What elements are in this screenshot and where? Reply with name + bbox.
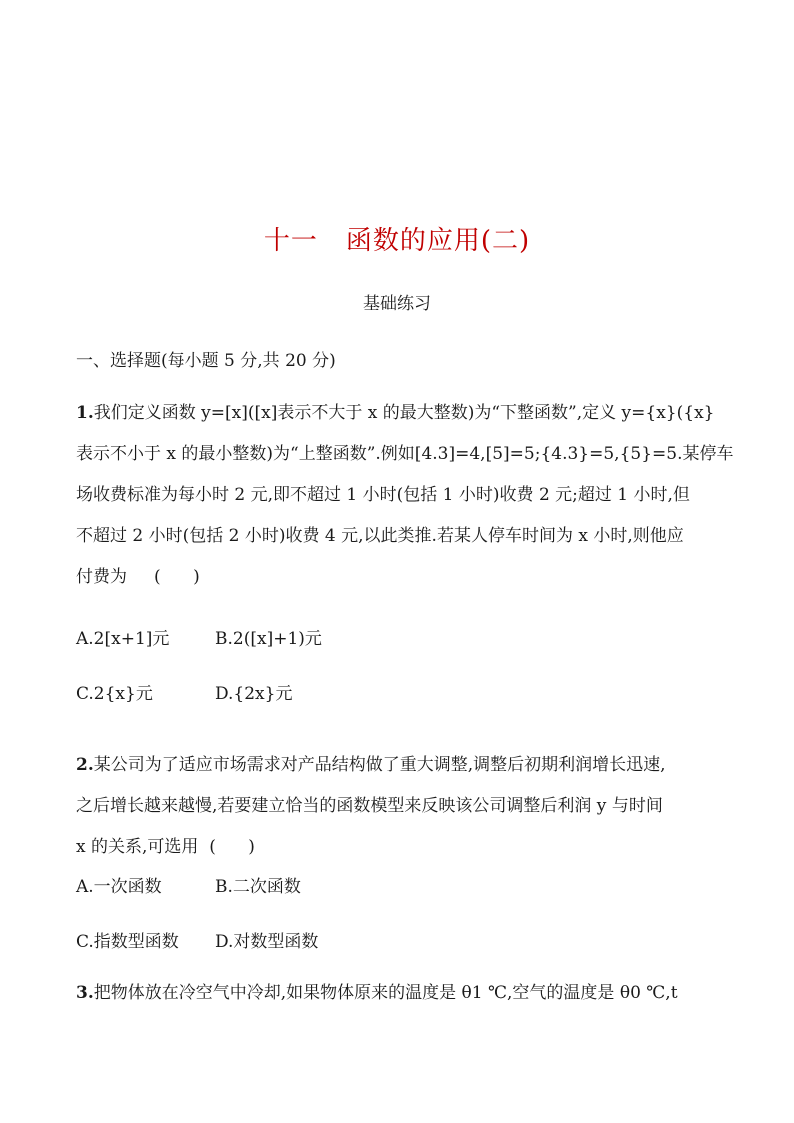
question-2-option-c[interactable]: C.指数型函数	[76, 932, 179, 952]
page-title	[0, 220, 794, 257]
question-2-line-3: x 的关系,可选用 ( )	[76, 837, 255, 857]
question-1	[76, 393, 734, 598]
title-number: 十一	[263, 226, 318, 256]
question-3	[76, 973, 722, 1014]
question-1-line-2: 表示不小于 x 的最小整数)为“上整函数”.例如[4.3]=4,[5]=5;{4.3}=5,{5}=5.某停车	[76, 444, 734, 464]
question-1-line-1: 1.我们定义函数 y=[x]([x]表示不大于 x 的最大整数)为“下整函数”,定义 y={x}({x}	[76, 403, 715, 423]
question-2-option-b[interactable]: B.二次函数	[215, 877, 301, 897]
question-1-option-d[interactable]: D.{2x}元	[215, 684, 293, 704]
question-1-option-c[interactable]: C.2{x}元	[76, 684, 153, 704]
question-3-number: 3.	[76, 983, 94, 1003]
question-2-number: 2.	[76, 755, 94, 775]
question-2-option-d[interactable]: D.对数型函数	[215, 932, 319, 952]
question-2-option-a[interactable]: A.一次函数	[76, 877, 162, 897]
title-text: 函数的应用(二)	[345, 226, 531, 256]
question-2-line-2: 之后增长越来越慢,若要建立恰当的函数模型来反映该公司调整后利润 y 与时间	[76, 796, 663, 816]
question-1-line-4: 不超过 2 小时(包括 2 小时)收费 4 元,以此类推.若某人停车时间为 x 小时,则他应	[76, 526, 684, 546]
question-2-line-1: 2.某公司为了适应市场需求对产品结构做了重大调整,调整后初期利润增长迅速,	[76, 755, 666, 775]
question-1-option-b[interactable]: B.2([x]+1)元	[215, 629, 322, 649]
question-1-line-5: 付费为 ( )	[76, 567, 200, 587]
page-subtitle: 基础练习	[363, 294, 431, 314]
question-1-line-3: 场收费标准为每小时 2 元,即不超过 1 小时(包括 1 小时)收费 2 元;超过 1 小时,但	[76, 485, 690, 505]
question-1-number: 1.	[76, 403, 94, 423]
section-heading: 一、选择题(每小题 5 分,共 20 分)	[76, 351, 336, 371]
question-1-option-a[interactable]: A.2[x+1]元	[76, 629, 170, 649]
question-3-line-1: 3.把物体放在冷空气中冷却,如果物体原来的温度是 θ1 ℃,空气的温度是 θ0 ℃,t	[76, 983, 678, 1003]
question-2	[76, 745, 722, 868]
